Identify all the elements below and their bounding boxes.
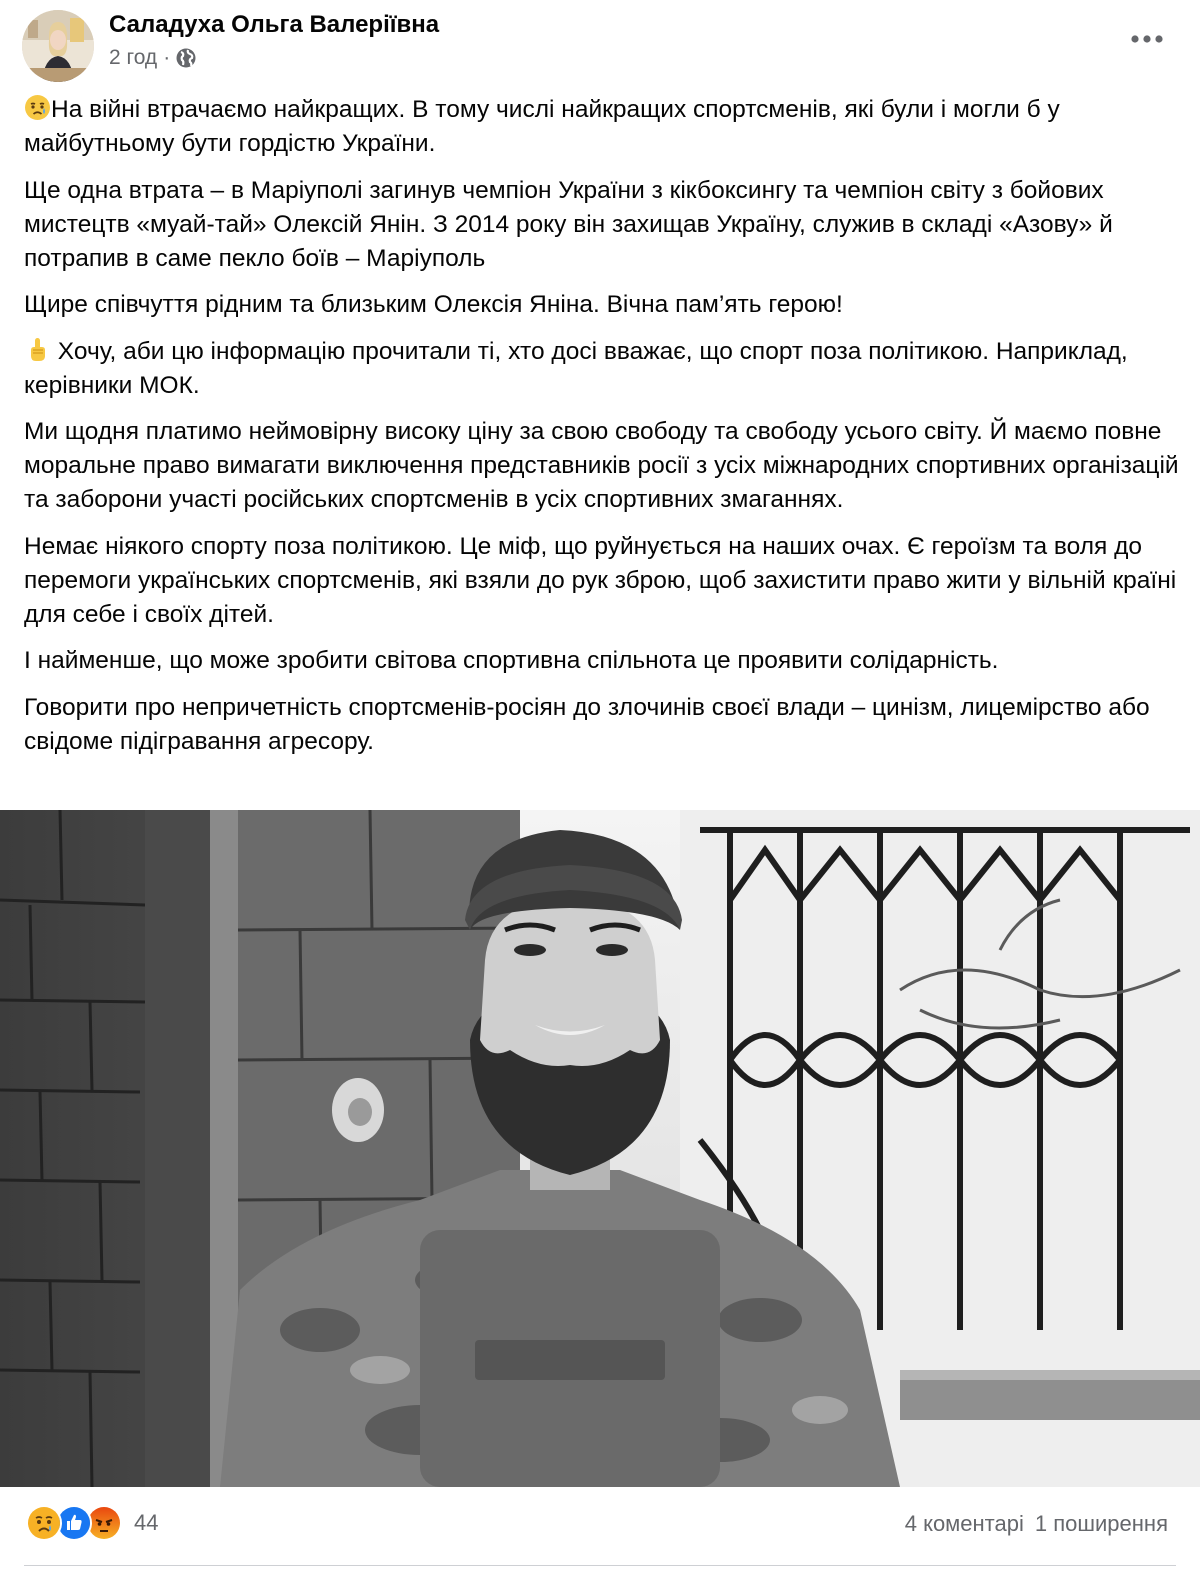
paragraph-7: І найменше, що може зробити світова спортивна спільнота це проявити солідарність.: [24, 647, 999, 674]
post-body: [24, 93, 1179, 771]
globe-icon[interactable]: [175, 47, 197, 69]
pointing-up-emoji: [24, 336, 51, 363]
post-header: [0, 0, 1200, 90]
post-photo[interactable]: [0, 810, 1200, 1487]
paragraph-text: Хочу, аби цю інформацію прочитали ті, хто досі вважає, що спорт поза політикою. Наприклад, керівники МОК.: [24, 337, 1128, 399]
post-timestamp[interactable]: 2 год: [109, 46, 158, 69]
more-options-button[interactable]: [1127, 27, 1167, 51]
paragraph-text: На війні втрачаємо найкращих. В тому числі найкращих спортсменів, які були і могли б у майбутньому бути гордістю України.: [24, 96, 1060, 157]
more-horizontal-icon: [1131, 35, 1163, 43]
post-stats: [905, 1511, 1168, 1537]
paragraph-3: Щире співчуття рідним та близьким Олексія Яніна. Вічна пам’ять герою!: [24, 291, 843, 318]
paragraph-2: Ще одна втрата – в Маріуполі загинув чемпіон України з кікбоксингу та чемпіон світу з бойових мистецтв «муай-тай» Олексій Янін. З 2014 року він захищав Україну, служив в складі «Азову» й потрапив в саме пекло боїв – Маріуполь: [24, 176, 1113, 272]
paragraph-4: [24, 335, 1179, 403]
reactions-summary[interactable]: [26, 1505, 158, 1541]
crying-face-emoji: [24, 94, 51, 121]
footer-divider: [24, 1565, 1176, 1566]
comments-count-link[interactable]: 4 коментарі: [904, 1511, 1024, 1536]
sad-reaction-icon: [26, 1505, 62, 1541]
reaction-count: 44: [134, 1510, 159, 1535]
post-meta: [109, 46, 197, 70]
author-avatar[interactable]: [22, 10, 94, 82]
paragraph-8: Говорити про непричетність спортсменів-росіян до злочинів своєї влади – цинізм, лицемірство або свідоме підігравання агресору.: [24, 693, 1150, 755]
paragraph-1: [24, 93, 1179, 161]
paragraph-6: Немає ніякого спорту поза політикою. Це міф, що руйнується на наших очах. Є героїзм та воля до перемоги українських спортсменів, які взяли до рук зброю, щоб захистити право жити у вільній країні для себе і своїх дітей.: [24, 532, 1177, 628]
meta-separator: ·: [163, 46, 171, 69]
author-name[interactable]: Саладуха Ольга Валеріївна: [109, 11, 440, 38]
post-footer: [0, 1490, 1200, 1560]
paragraph-5: Ми щодня платимо неймовірну високу ціну за свою свободу та свободу усього світу. Й маємо повне моральне право вимагати виключення представників росії з усіх міжнародних спортивних організацій та заборони участі російських спортсменів в усіх спортивних змаганнях.: [24, 418, 1179, 513]
shares-count-link[interactable]: 1 поширення: [1034, 1511, 1168, 1536]
